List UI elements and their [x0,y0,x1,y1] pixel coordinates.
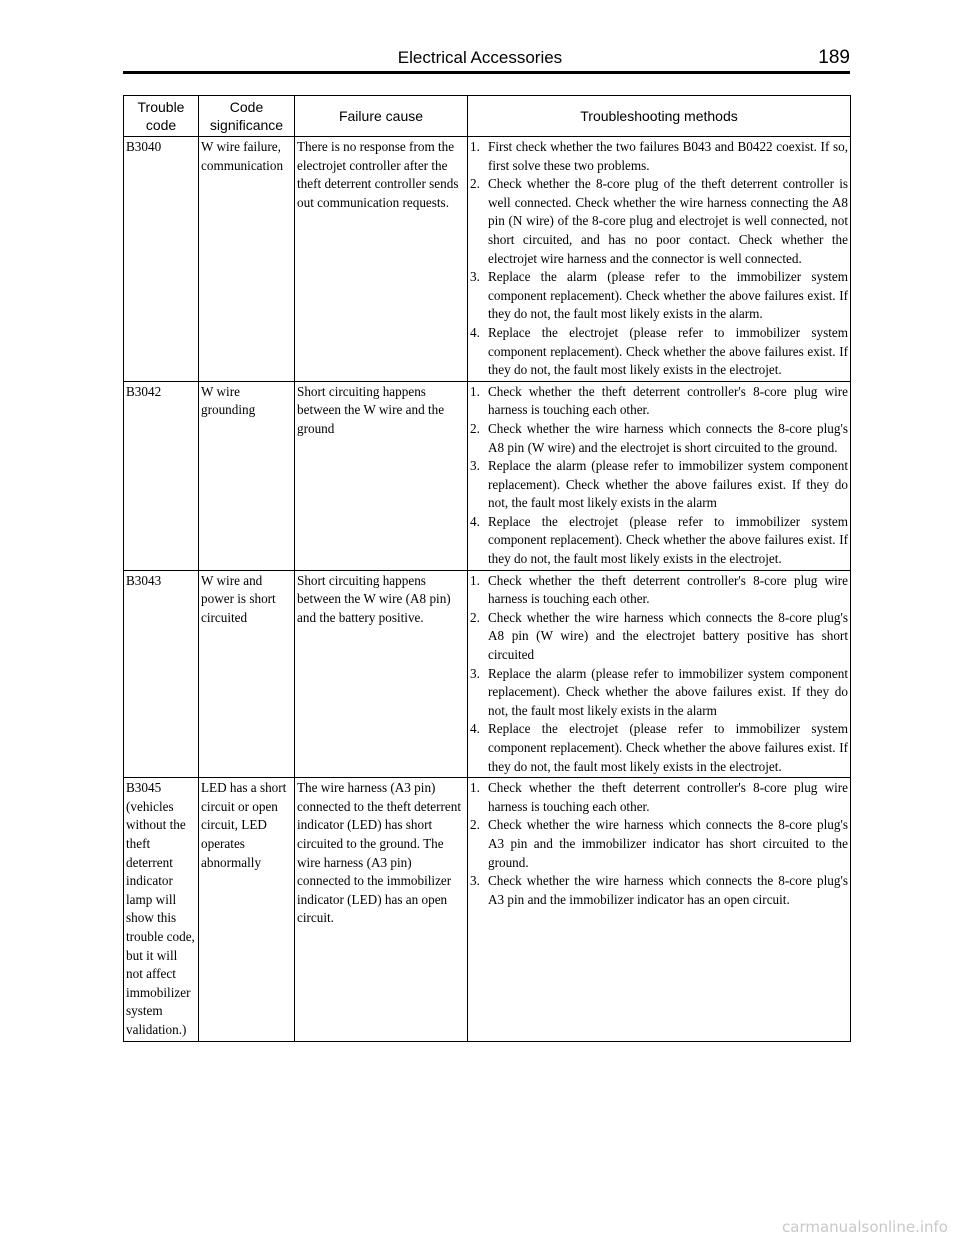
trouble-code-cell: B3040 [124,137,199,382]
failure-cause-cell: Short circuiting happens between the W wire and the ground [295,381,468,570]
troubleshooting-step: 4. Replace the electrojet (please refer to immobilizer system component replacement). Check whether the above failures exist. If they do not, the fault most likely exists in the electrojet. [470,324,848,378]
header-code-significance: Code significance [199,96,295,137]
troubleshooting-cell [468,137,851,382]
page-number: 189 [818,47,850,68]
trouble-code-cell: B3043 [124,570,199,778]
troubleshooting-step: 2. Check whether the 8-core plug of the theft deterrent controller is well connected. Check whether the wire harness connecting the A8 pin (N wire) of the 8-core plug and electrojet is well connected, not short circuited, and has no poor contact. Check whether the electrojet wire harness and the connector is well connected. [470,176,848,266]
troubleshooting-step: 3. Replace the alarm (please refer to the immobilizer system component replacement). Check whether the above failures exist. If they do not, the fault most likely exists in the alarm. [470,269,848,322]
troubleshooting-step: 4. Replace the electrojet (please refer to immobilizer system component replacement). Check whether the above failures exist. If they do not, the fault most likely exists in the electrojet. [470,721,848,774]
trouble-code-cell: B3045 (vehicles without the theft deterrent indicator lamp will show this trouble code, but it will not affect immobilizer system validation.) [124,778,199,1041]
code-significance-cell: LED has a short circuit or open circuit, LED operates abnormally [199,778,295,1041]
table-row [124,778,851,1041]
troubleshooting-steps [470,572,848,777]
code-significance-cell: W wire and power is short circuited [199,570,295,778]
watermark-footer [0,1216,960,1242]
troubleshooting-step: 4. Replace the electrojet (please refer to immobilizer system component replacement). Check whether the above failures exist. If they do not, the fault most likely exists in the electrojet. [470,513,848,567]
troubleshooting-step: 3. Replace the alarm (please refer to immobilizer system component replacement). Check whether the above failures exist. If they do not, the fault most likely exists in the alarm [470,665,848,718]
troubleshooting-step: 1. First check whether the two failures B043 and B0422 coexist. If so, first solve these two problems. [470,139,848,173]
header-trouble-code: Trouble code [124,96,199,137]
troubleshooting-step: 3. Replace the alarm (please refer to immobilizer system component replacement). Check whether the above failures exist. If they do not, the fault most likely exists in the alarm [470,458,848,511]
table-row [124,570,851,778]
troubleshooting-step: 1. Check whether the theft deterrent controller's 8-core plug wire harness is touching each other. [470,383,848,418]
header-divider [123,71,850,74]
trouble-code-table [123,95,851,1042]
failure-cause-cell: The wire harness (A3 pin) connected to the theft deterrent indicator (LED) has short circuited to the ground. The wire harness (A3 pin) connected to the immobilizer indicator (LED) has an open circuit. [295,778,468,1041]
troubleshooting-step: 1. Check whether the theft deterrent controller's 8-core plug wire harness is touching each other. [470,780,848,814]
troubleshooting-step: 2. Check whether the wire harness which connects the 8-core plug's A8 pin (W wire) and the electrojet is short circuited to the ground. [470,420,848,455]
troubleshooting-steps [470,383,848,569]
trouble-code-cell: B3042 [124,381,199,570]
table-header-row [124,96,851,137]
troubleshooting-steps [470,779,848,909]
code-significance-cell: W wire grounding [199,381,295,570]
code-significance-cell: W wire failure, communication [199,137,295,382]
troubleshooting-steps [470,138,848,380]
troubleshooting-step: 2. Check whether the wire harness which connects the 8-core plug's A8 pin (W wire) and the electrojet battery positive has short circuited [470,609,848,663]
table-row [124,137,851,382]
header-troubleshooting-methods: Troubleshooting methods [468,96,851,137]
watermark-text[interactable]: carmanualsonline.info [782,1218,948,1236]
table-row [124,381,851,570]
header-failure-cause: Failure cause [295,96,468,137]
troubleshooting-step: 2. Check whether the wire harness which connects the 8-core plug's A3 pin and the immobilizer indicator has short circuited to the ground. [470,817,848,870]
troubleshooting-step: 1. Check whether the theft deterrent controller's 8-core plug wire harness is touching each other. [470,572,848,607]
troubleshooting-cell [468,381,851,570]
failure-cause-cell: Short circuiting happens between the W wire (A8 pin) and the battery positive. [295,570,468,778]
troubleshooting-step: 3. Check whether the wire harness which connects the 8-core plug's A3 pin and the immobilizer indicator has an open circuit. [470,873,848,907]
troubleshooting-cell [468,778,851,1041]
page-title: Electrical Accessories [397,48,563,67]
failure-cause-cell: There is no response from the electrojet controller after the theft deterrent controller sends out communication requests. [295,137,468,382]
troubleshooting-cell [468,570,851,778]
